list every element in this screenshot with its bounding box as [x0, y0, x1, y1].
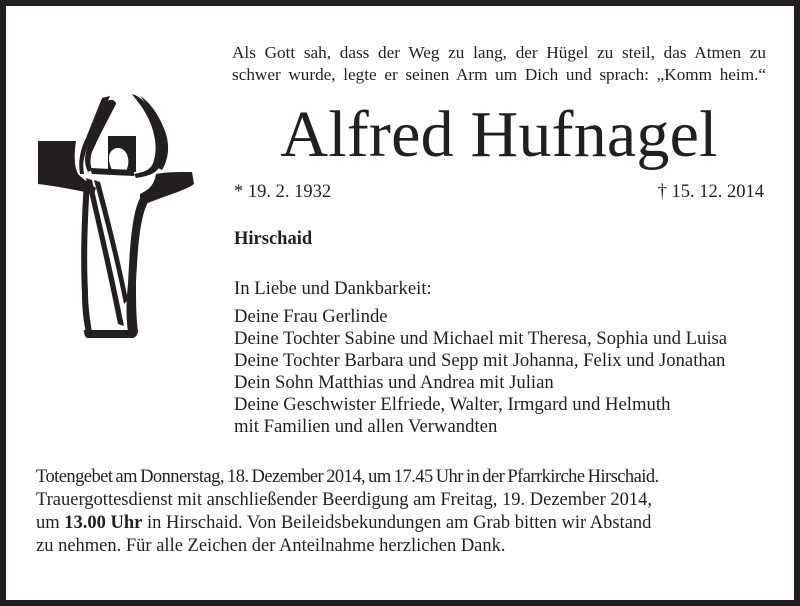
notice-time-prefix: um: [36, 513, 65, 533]
notice-line-service: Trauergottesdienst mit anschließender Beerdigung am Freitag, 19. Dezember 2014,: [36, 490, 653, 510]
quote-line-1: Als Gott sah, dass der Weg zu lang, der Hügel zu steil, das Atmen zu: [232, 43, 766, 62]
quote-line-2: schwer wurde, legte er seinen Arm um Dich und sprach: „Komm heim.“: [232, 65, 766, 84]
notice-line-prayer: Totengebet am Donnerstag, 18. Dezember 2014, um 17.45 Uhr in der Pfarrkirche Hirschaid.: [36, 467, 659, 487]
service-time: 13.00 Uhr: [64, 513, 143, 533]
hometown: Hirschaid: [234, 229, 313, 249]
mourners-list: [234, 278, 774, 438]
mourners-intro: In Liebe und Dankbarkeit:: [234, 278, 432, 299]
resurrection-cross-icon: [36, 94, 196, 344]
notice-line-time: [36, 512, 766, 535]
notice-line-thanks: zu nehmen. Für alle Zeichen der Anteilnahme herzlichen Dank.: [36, 536, 506, 556]
notice-time-suffix: in Hirschaid. Von Beileidsbekundungen am Grab bitten wir Abstand: [142, 513, 652, 533]
deceased-name: Alfred Hufnagel: [280, 98, 718, 171]
service-notice: [36, 466, 766, 558]
mourner-line: Deine Geschwister Elfriede, Walter, Irmgard und Helmuth: [234, 394, 671, 415]
mourner-line: mit Familien und allen Verwandten: [234, 416, 498, 437]
death-date: † 15. 12. 2014: [657, 182, 764, 202]
mourner-line: Deine Tochter Sabine und Michael mit Theresa, Sophia und Luisa: [234, 328, 728, 349]
life-dates: [234, 180, 764, 204]
mourner-line: Deine Tochter Barbara und Sepp mit Johanna, Felix und Jonathan: [234, 350, 726, 371]
mourner-line: Deine Frau Gerlinde: [234, 306, 388, 327]
memorial-quote: [232, 42, 766, 86]
birth-date: * 19. 2. 1932: [234, 182, 332, 202]
mourner-line: Dein Sohn Matthias und Andrea mit Julian: [234, 372, 554, 393]
